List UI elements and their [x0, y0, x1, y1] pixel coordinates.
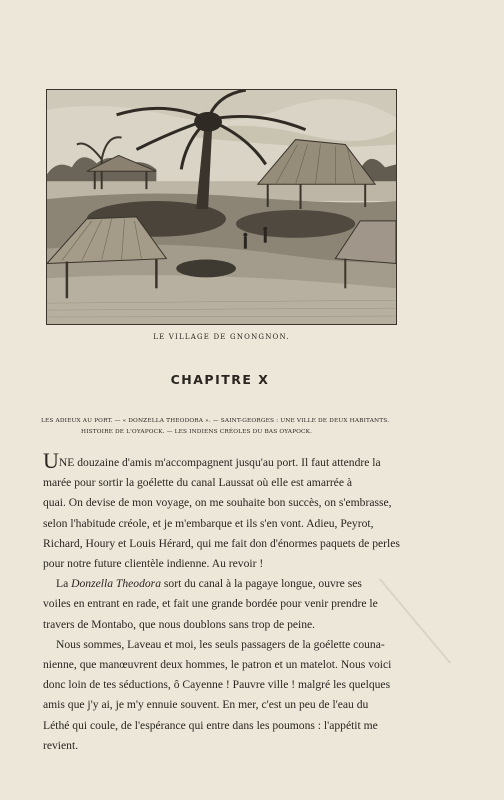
text-line: Léthé qui coule, de l'espérance qui entre dans les poumons : l'appétit me [43, 718, 378, 732]
text-line: voiles en entrant en rade, et fait une grande bordée pour venir prendre le [43, 597, 378, 611]
text-line [43, 448, 429, 473]
text-line: Richard, Houry et Louis Hérard, qui me fait don d'énormes paquets de perles [43, 536, 400, 550]
text-line: nienne, que manœuvrent deux hommes, le patron et un matelot. Nous voici [43, 658, 392, 672]
text-line [43, 574, 429, 594]
text-line: revient. [43, 738, 79, 752]
engraving-illustration [46, 89, 397, 325]
chapter-title: CHAPITRE X [170, 372, 270, 387]
ship-name: Donzella Theodora [71, 577, 161, 591]
text-line: pour notre future clientèle indienne. Au revoir ! [43, 557, 264, 571]
text-line: Nous sommes, Laveau et moi, les seuls passagers de la goélette couna- [56, 637, 385, 651]
text-line: amis que j'y ai, je m'y ennuie souvent. En mer, c'est un peu de l'eau du [43, 698, 369, 712]
text-line: quai. On devise de mon voyage, on me souhaite bon succès, on s'embrasse, [43, 496, 392, 510]
summary-line: HISTOIRE DE L'OYAPOCK. — LES INDIENS CRÉOLES DU BAS OYAPOCK. [81, 429, 313, 435]
text-line: travers de Montabo, que nous doublons sans trop de peine. [43, 617, 316, 631]
summary-line: LES ADIEUX AU PORT. — « DONZELLA THEODORA ». — SAINT-GEORGES : UNE VILLE DE DEUX HABITANTS. [41, 418, 390, 424]
text-line: marée pour sortir la goélette du canal Laussat où elle est amarrée à [43, 476, 353, 490]
text-span: La [56, 577, 72, 591]
village-engraving [47, 90, 396, 324]
text-line: selon l'habitude créole, et je m'embarque et ils s'en vont. Adieu, Peyrot, [43, 516, 374, 530]
drop-cap: U [43, 448, 59, 473]
text-span: NE douzaine d'amis m'accompagnent jusqu'au port. Il faut attendre la [58, 456, 381, 469]
text-span: sort du canal à la pagaye longue, ouvre ses [161, 577, 362, 591]
illustration-caption: LE VILLAGE DE GNONGNON. [153, 333, 290, 341]
text-line: donc loin de tes séductions, ô Cayenne ! Pauvre ville ! malgré les quelques [43, 678, 391, 692]
body-text [43, 448, 429, 756]
chapter-summary [41, 416, 421, 438]
